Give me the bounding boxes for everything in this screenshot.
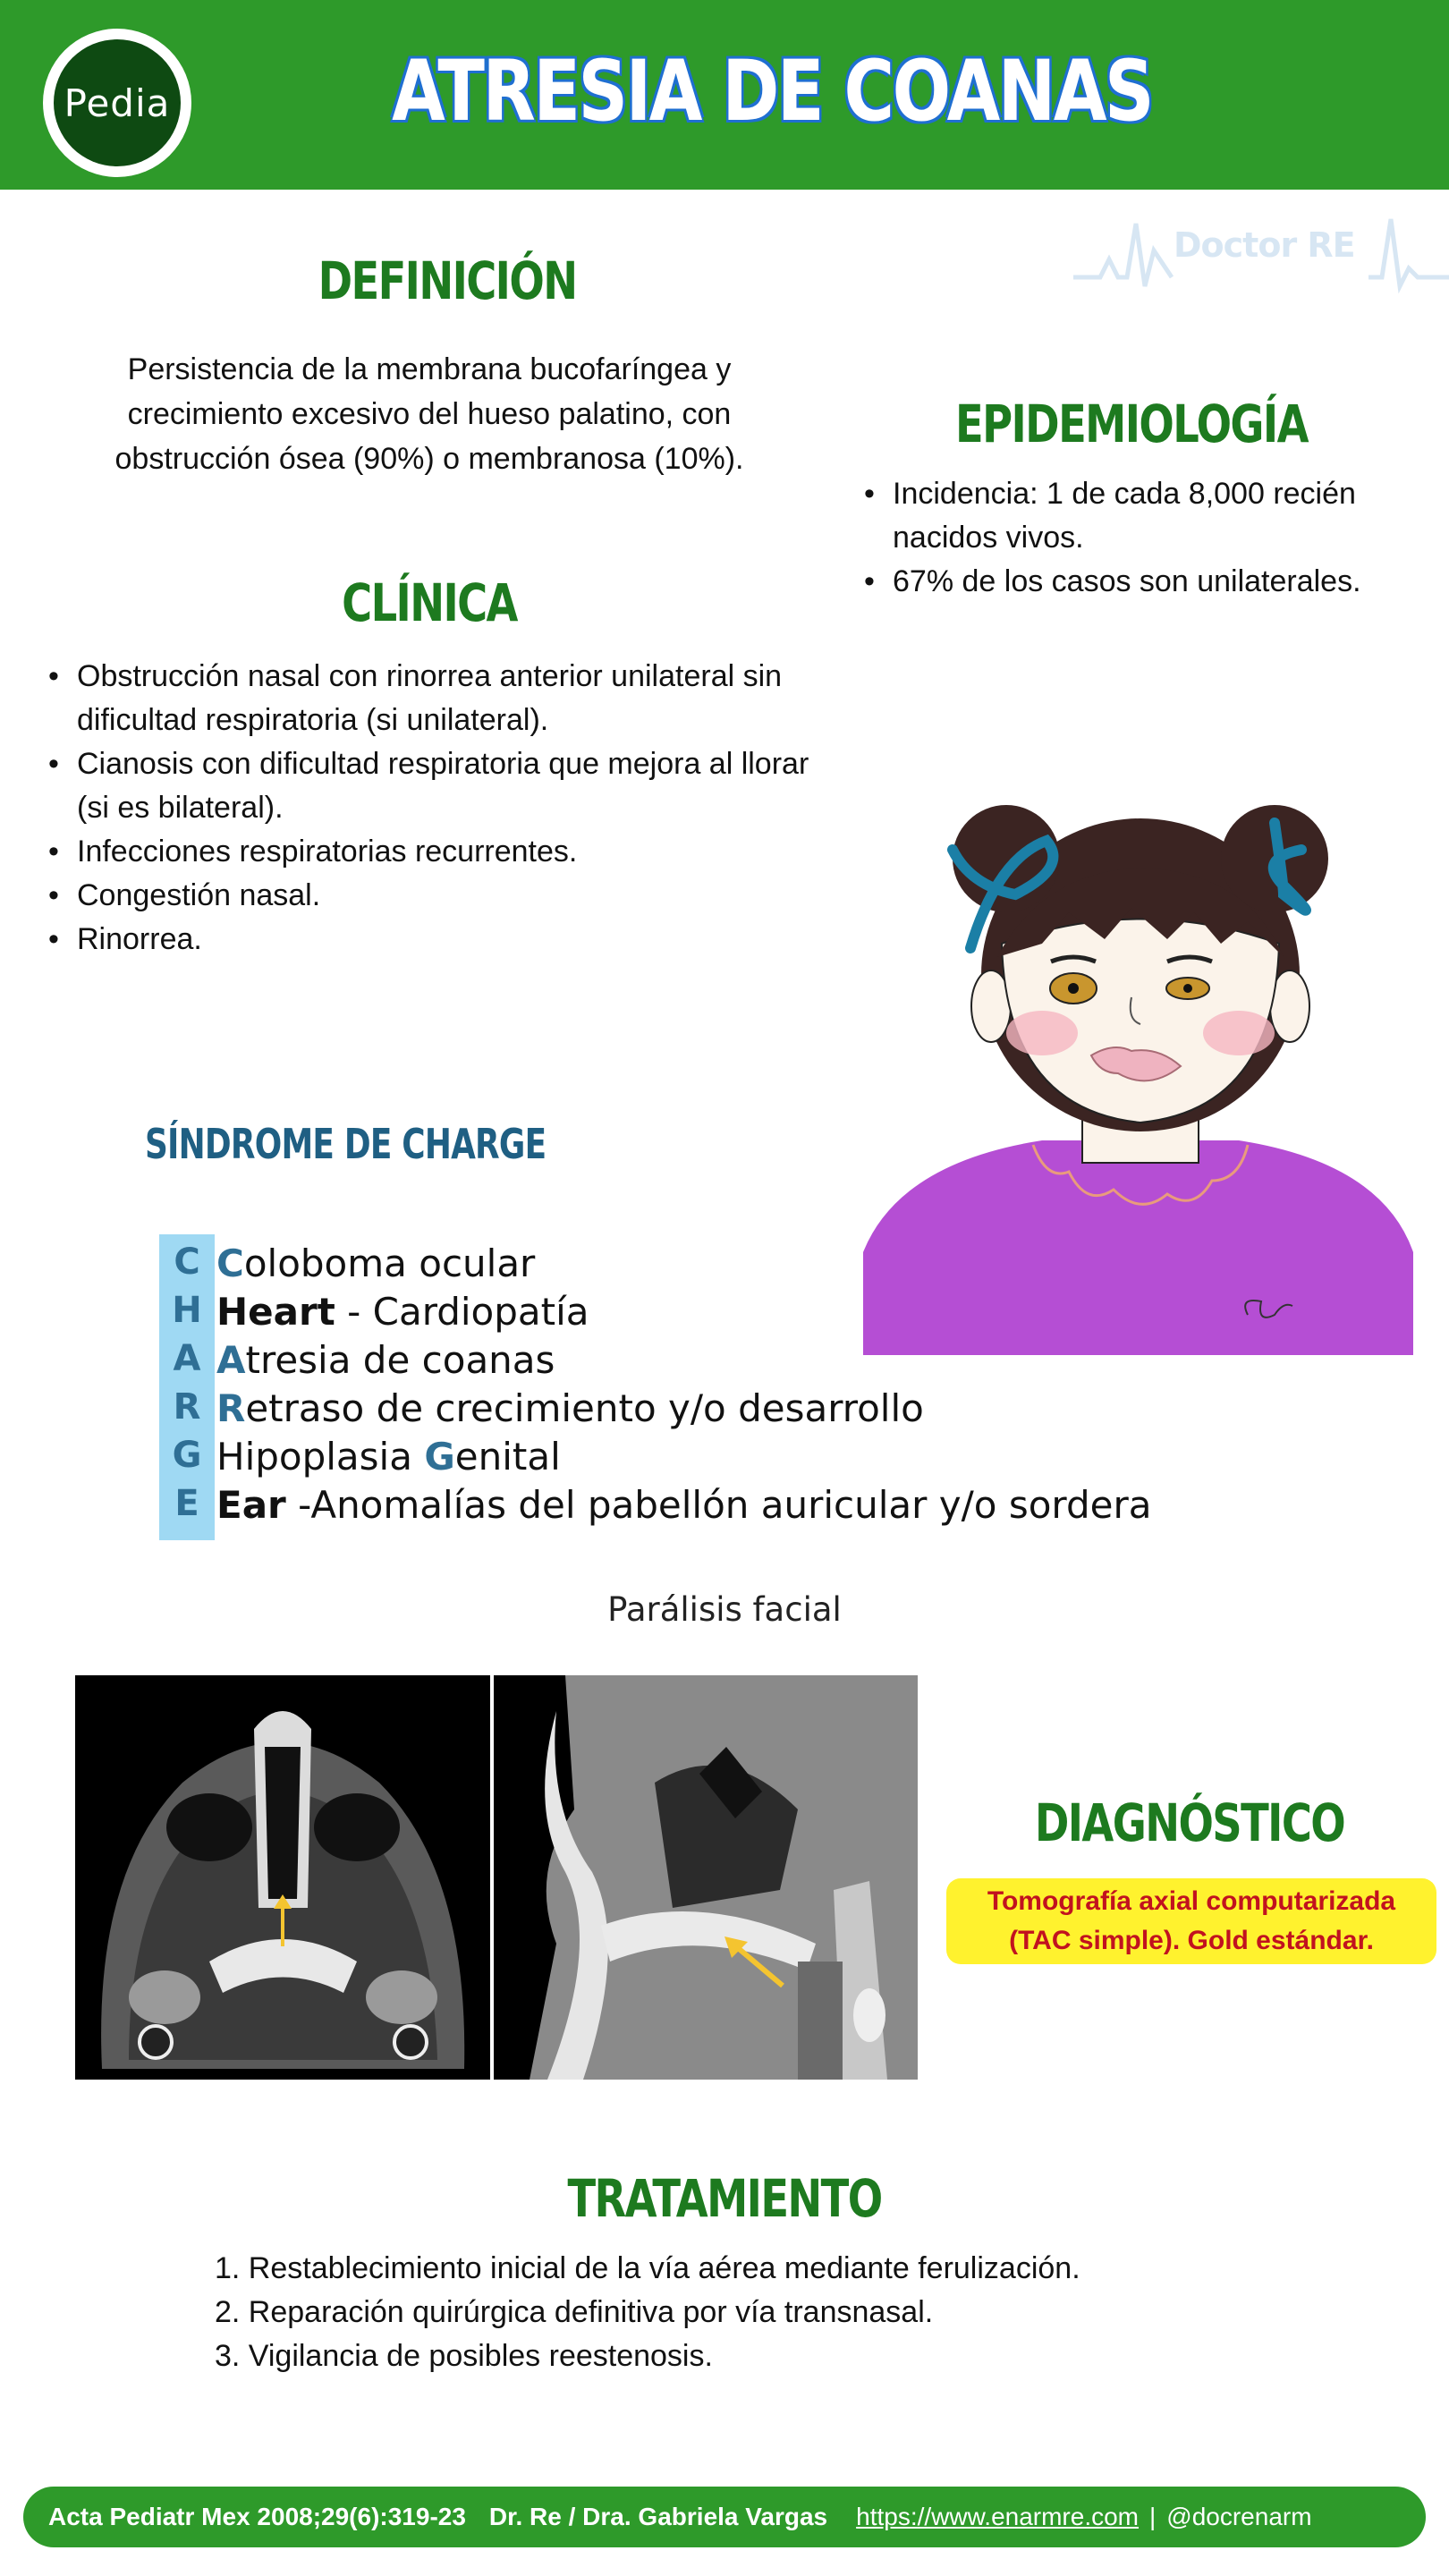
charge-letter: E — [174, 1483, 199, 1524]
treatment-title: TRATAMIENTO — [567, 2168, 882, 2229]
clinical-list — [41, 655, 846, 962]
charge-text: Coloboma ocular — [216, 1241, 536, 1285]
list-item: 1. Restablecimiento inicial de la vía aérea mediante ferulización. — [215, 2251, 1080, 2285]
list-item: 2. Reparación quirúrgica definitiva por vía transnasal. — [215, 2295, 934, 2329]
charge-letter: H — [172, 1290, 202, 1331]
epidemiology-title: EPIDEMIOLOGÍA — [955, 394, 1308, 454]
footer-bar — [23, 2487, 1426, 2547]
ct-sagittal-image — [494, 1675, 918, 2080]
diagnosis-line-2: (TAC simple). Gold estándar. — [1009, 1926, 1374, 1955]
girl-illustration — [863, 787, 1418, 1355]
footer-authors: Dr. Re / Dra. Gabriela Vargas — [488, 2503, 828, 2530]
charge-letter: A — [173, 1338, 201, 1379]
logo-text: Pedia — [54, 39, 181, 166]
charge-text: Hipoplasia Genital — [216, 1435, 561, 1479]
charge-text: Atresia de coanas — [216, 1338, 555, 1382]
ct-axial-image — [75, 1675, 490, 2080]
definition-text: Persistencia de la membrana bucofaríngea y crecimiento excesivo del hueso palatino, con obstrucción ósea (90%) o membranosa (10%). — [114, 352, 744, 476]
list-item: • Congestión nasal. — [41, 874, 846, 918]
charge-text: Retraso de crecimiento y/o desarrollo — [216, 1386, 924, 1430]
list-item: • Obstrucción nasal con rinorrea anterior unilateral sin dificultad respiratoria (si unilateral). — [41, 655, 846, 742]
diagnosis-title: DIAGNÓSTICO — [1034, 1792, 1345, 1853]
watermark-text: Doctor RE — [1174, 225, 1355, 265]
footer-reference: Acta Pediatr Mex 2008;29(6):319-23 — [48, 2503, 466, 2530]
diagnosis-highlight — [946, 1878, 1436, 1964]
header-banner — [0, 0, 1449, 190]
diagnosis-line-1: Tomografía axial computarizada — [987, 1886, 1396, 1916]
charge-title: SÍNDROME DE CHARGE — [145, 1120, 547, 1168]
epidemiology-list — [857, 472, 1438, 604]
charge-letter: R — [173, 1386, 201, 1428]
definition-title: DEFINICIÓN — [318, 250, 577, 311]
charge-letter: G — [172, 1435, 202, 1476]
list-item: • Cianosis con dificultad respiratoria que mejora al llorar (si es bilateral). — [41, 742, 846, 830]
doctor-re-watermark — [1073, 206, 1449, 295]
charge-text: Ear -Anomalías del pabellón auricular y/o sordera — [216, 1483, 1152, 1527]
footer-link[interactable]: https://www.enarmre.com — [856, 2503, 1139, 2530]
list-item: • Rinorrea. — [41, 918, 846, 962]
treatment-list — [215, 2247, 1080, 2378]
charge-extra-facial-palsy: Parálisis facial — [607, 1590, 842, 1629]
arrow-icon — [272, 1894, 293, 1948]
clinical-title: CLÍNICA — [342, 572, 517, 633]
footer-separator: | — [1149, 2503, 1157, 2530]
footer-handle: @docrenarm — [1166, 2503, 1312, 2530]
page-title: ATRESIA DE COANAS — [392, 43, 1153, 140]
arrow-icon — [724, 1936, 787, 1990]
list-item: • Incidencia: 1 de cada 8,000 recién nacidos vivos. — [857, 472, 1438, 560]
list-item: • Infecciones respiratorias recurrentes. — [41, 830, 846, 874]
charge-text: Heart - Cardiopatía — [216, 1290, 589, 1334]
list-item: 3. Vigilancia de posibles reestenosis. — [215, 2339, 713, 2373]
list-item: • 67% de los casos son unilaterales. — [857, 560, 1438, 604]
charge-letter: C — [174, 1241, 200, 1283]
